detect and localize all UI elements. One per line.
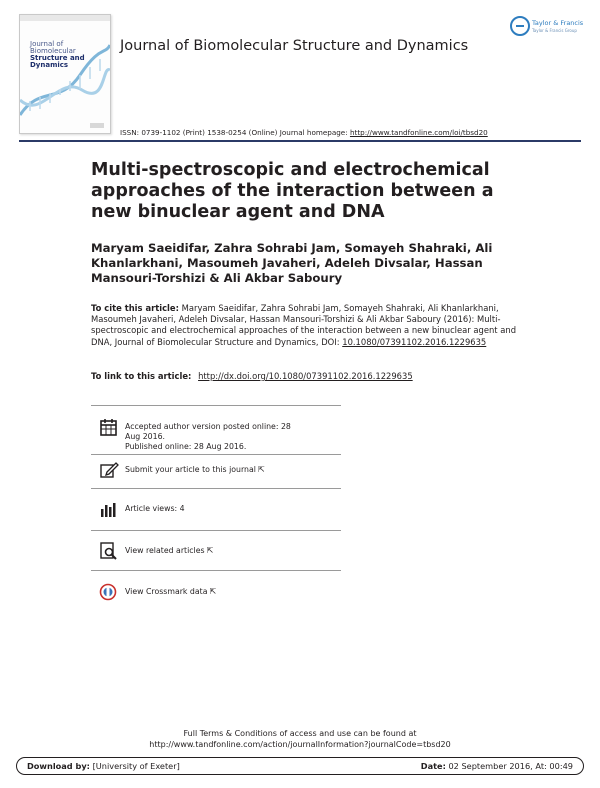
article-authors: Maryam Saeidifar, Zahra Sohrabi Jam, Somayeh Shahraki, Ali Khanlarkhani, Masoumeh Javaheri, Adeleh Divsalar, Hassan Mansouri-Torshizi & Ali Akbar Saboury xyxy=(91,241,493,285)
downloaded-by-value: [University of Exeter] xyxy=(92,761,180,771)
publisher-logo-icon xyxy=(510,16,530,36)
published-date-text: Published online: 28 Aug 2016. xyxy=(125,442,247,451)
calendar-icon xyxy=(99,419,119,437)
external-link-icon: ⇱ xyxy=(209,587,217,596)
divider xyxy=(91,570,341,571)
related-articles-link[interactable]: View related articles xyxy=(125,546,205,555)
publisher-name: Taylor & Francis xyxy=(532,19,584,27)
terms-note xyxy=(0,729,600,750)
issn-line xyxy=(120,128,488,137)
citation-text: Maryam Saeidifar, Zahra Sohrabi Jam, Somayeh Shahraki, Ali Khanlarkhani, Masoumeh Javaheri, Adeleh Divsalar, Hassan Mansouri-Torshizi & Ali Akbar Saboury (2016): Multi-spectroscopic and electrochemical approaches of the interaction between a new binuclear agent and DNA, Journal of Biomolecular Structure and Dynamics, DOI: xyxy=(91,303,517,347)
download-info-bar xyxy=(16,757,584,775)
submit-article-link[interactable]: Submit your article to this journal xyxy=(125,465,256,474)
issn-text: ISSN: 0739-1102 (Print) 1538-0254 (Online) Journal homepage: xyxy=(120,128,348,137)
citation-label: To cite this article: xyxy=(91,303,179,313)
terms-url[interactable]: http://www.tandfonline.com/action/journalInformation?journalCode=tbsd20 xyxy=(149,739,451,749)
citation-block xyxy=(91,303,516,348)
divider xyxy=(91,488,341,489)
crossmark-icon xyxy=(99,583,119,601)
external-link-icon: ⇱ xyxy=(206,546,214,555)
cover-title xyxy=(30,41,100,69)
download-date xyxy=(421,761,573,771)
divider xyxy=(91,530,341,531)
accepted-date-text: Accepted author version posted online: 28 xyxy=(125,422,291,431)
bar-chart-icon xyxy=(99,501,119,519)
article-link-line xyxy=(91,371,413,381)
download-date-label: Date: xyxy=(420,761,446,771)
divider xyxy=(91,454,341,455)
edit-icon xyxy=(99,461,119,479)
divider xyxy=(91,405,341,406)
journal-homepage-link[interactable]: http://www.tandfonline.com/loi/tbsd20 xyxy=(349,128,488,137)
downloaded-by-label: Download by: xyxy=(27,761,90,771)
download-date-value: 02 September 2016, At: 00:49 xyxy=(448,761,573,771)
crossmark-link[interactable]: View Crossmark data xyxy=(125,587,208,596)
article-title: Multi-spectroscopic and electrochemical approaches of the interaction between a new binuclear agent and DNA xyxy=(91,160,494,222)
publisher-sub: Taylor & Francis Group xyxy=(532,28,577,33)
external-link-icon: ⇱ xyxy=(257,465,265,474)
journal-title: Journal of Biomolecular Structure and Dynamics xyxy=(120,38,469,54)
search-document-icon xyxy=(99,542,119,560)
journal-cover xyxy=(19,14,111,134)
citation-doi-link[interactable]: 10.1080/07391102.2016.1229635 xyxy=(342,336,487,347)
publisher-logo[interactable] xyxy=(510,16,584,40)
header-rule xyxy=(19,140,581,142)
article-link-label: To link to this article: xyxy=(91,371,192,381)
article-views-text: Article views: 4 xyxy=(125,504,185,513)
accepted-date-text-cont: Aug 2016. xyxy=(125,432,166,441)
cover-title-line-1: Journal of Biomolecular xyxy=(30,40,76,55)
dna-helix-graphic xyxy=(20,15,110,133)
cover-title-line-2: Structure and Dynamics xyxy=(30,54,85,69)
downloaded-by xyxy=(27,761,180,771)
terms-text: Full Terms & Conditions of access and use can be found at xyxy=(183,729,417,738)
article-doi-url[interactable]: http://dx.doi.org/10.1080/07391102.2016.1229635 xyxy=(198,371,413,381)
